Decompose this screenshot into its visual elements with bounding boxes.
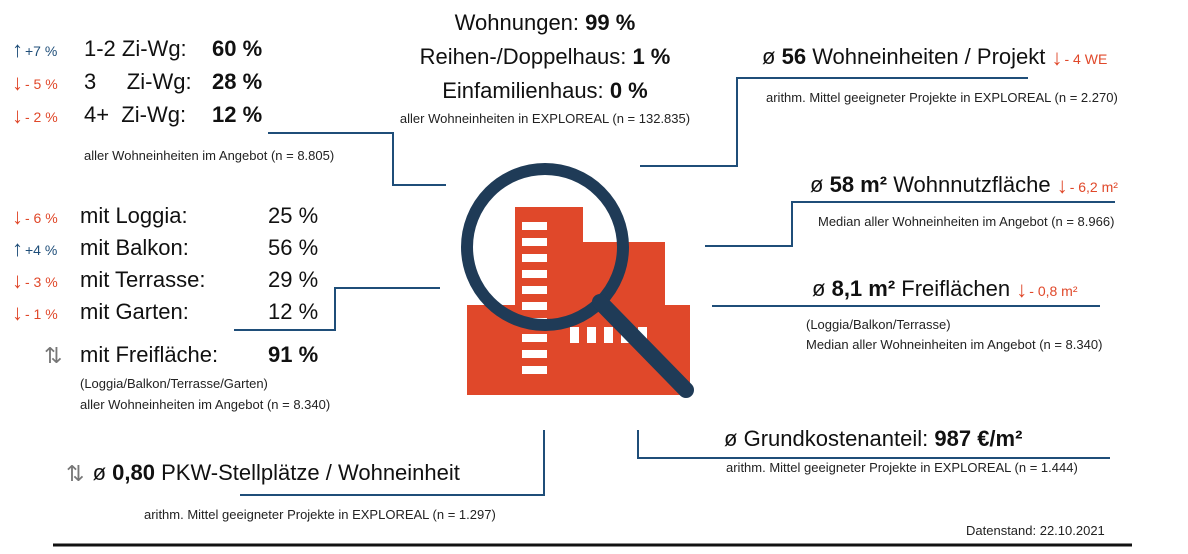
avg-symbol: ø [762,44,776,69]
free-line [812,276,1078,302]
arrow-down-icon: ↓ [12,204,23,230]
outdoor-delta-4 [12,299,58,329]
terraced-value: 1 % [632,44,671,69]
land-value: 987 €/m² [934,426,1023,451]
top-row-terraced [380,44,710,70]
outdoor-label-1: mit Loggia: [80,203,188,228]
outdoor-total-label: mit Freifläche: [80,342,219,367]
rooms-value-3: 12 % [212,102,263,127]
rooms-label-2: 3 Zi-Wg: [84,69,192,94]
avg-symbol: ø [92,460,107,485]
outdoor-label-2: mit Balkon: [80,235,189,260]
arrow-up-icon: ↑ [12,236,23,262]
area-label: Wohnnutzfläche [893,172,1051,197]
units-note: arithm. Mittel geeigneter Projekte in EXPLOREAL (n = 2.270) [766,90,1118,105]
outdoor-value-4: 12 % [268,299,319,324]
top-row-apartments [380,10,710,36]
arrow-down-icon: ↓ [12,103,23,129]
parking-line [66,460,460,486]
free-note-1: (Loggia/Balkon/Terrasse) [806,317,951,332]
detached-value: 0 % [609,78,648,103]
arrow-down-icon: ↓ [1016,277,1028,303]
outdoor-value-1: 25 % [268,203,319,228]
outdoor-delta: - 6 % [25,210,58,226]
arrow-up-down-icon: ⇅ [44,343,63,369]
outdoor-total-arrows [44,342,64,372]
terraced-label: Reihen-/Doppelhaus: [419,44,627,69]
top-row-detached [380,78,710,104]
outdoor-note-1: (Loggia/Balkon/Terrasse/Garten) [80,376,268,391]
rooms-label-1: 1-2 Zi-Wg: [84,36,187,61]
rooms-delta: +7 % [25,43,58,59]
rooms-label-3: 4+ Zi-Wg: [84,102,187,127]
parking-note: arithm. Mittel geeigneter Projekte in EXPLOREAL (n = 1.297) [144,507,496,522]
arrow-up-icon: ↑ [12,37,23,63]
area-value: 58 m² [829,172,888,197]
area-note: Median aller Wohneinheiten im Angebot (n = 8.966) [818,214,1115,229]
land-note: arithm. Mittel geeigneter Projekte in EXPLOREAL (n = 1.444) [726,460,1078,475]
land-label: Grundkostenanteil: [743,426,929,451]
free-delta: - 0,8 m² [1029,283,1078,299]
outdoor-delta-3 [12,267,58,297]
arrow-down-icon: ↓ [12,268,23,294]
outdoor-delta: +4 % [25,242,58,258]
avg-symbol: ø [724,426,738,451]
units-value: 56 [781,44,807,69]
outdoor-note-2: aller Wohneinheiten im Angebot (n = 8.340) [80,397,331,412]
units-line [762,44,1107,70]
units-delta: - 4 WE [1064,51,1108,67]
outdoor-delta-2 [12,235,57,265]
outdoor-delta: - 1 % [25,306,58,322]
rooms-delta: - 5 % [25,76,58,92]
arrow-down-icon: ↓ [12,300,23,326]
apartments-value: 99 % [585,10,636,35]
rooms-row-3 [12,102,58,132]
area-delta: - 6,2 m² [1069,179,1118,195]
arrow-down-icon: ↓ [1056,173,1068,199]
rooms-value-1: 60 % [212,36,263,61]
free-label: Freiflächen [901,276,1011,301]
connector-outdoor [234,288,440,330]
outdoor-value-3: 29 % [268,267,319,292]
arrow-down-icon: ↓ [12,70,23,96]
rooms-row-2 [12,69,58,99]
free-note-2: Median aller Wohneinheiten im Angebot (n = 8.340) [806,337,1103,352]
area-line [810,172,1118,198]
rooms-row-1 [12,36,57,66]
parking-label: PKW-Stellplätze / Wohneinheit [161,460,460,485]
arrow-up-down-icon: ⇅ [66,461,85,487]
data-status-date: Datenstand: 22.10.2021 [966,523,1105,538]
outdoor-delta-1 [12,203,58,233]
outdoor-total-value: 91 % [268,342,319,367]
rooms-note: aller Wohneinheiten im Angebot (n = 8.805) [84,148,335,163]
apartments-label: Wohnungen: [454,10,580,35]
free-value: 8,1 m² [831,276,896,301]
avg-symbol: ø [810,172,824,197]
outdoor-value-2: 56 % [268,235,319,260]
building-magnifier-icon [440,150,710,410]
parking-value: 0,80 [112,460,155,485]
avg-symbol: ø [812,276,826,301]
rooms-value-2: 28 % [212,69,263,94]
rooms-delta: - 2 % [25,109,58,125]
outdoor-delta: - 3 % [25,274,58,290]
outdoor-label-3: mit Terrasse: [80,267,206,292]
arrow-down-icon: ↓ [1051,45,1063,71]
detached-label: Einfamilienhaus: [442,78,604,103]
top-center-note: aller Wohneinheiten in EXPLOREAL (n = 132.835) [399,111,691,126]
land-line [724,426,1022,452]
units-label: Wohneinheiten / Projekt [812,44,1046,69]
outdoor-label-4: mit Garten: [80,299,189,324]
